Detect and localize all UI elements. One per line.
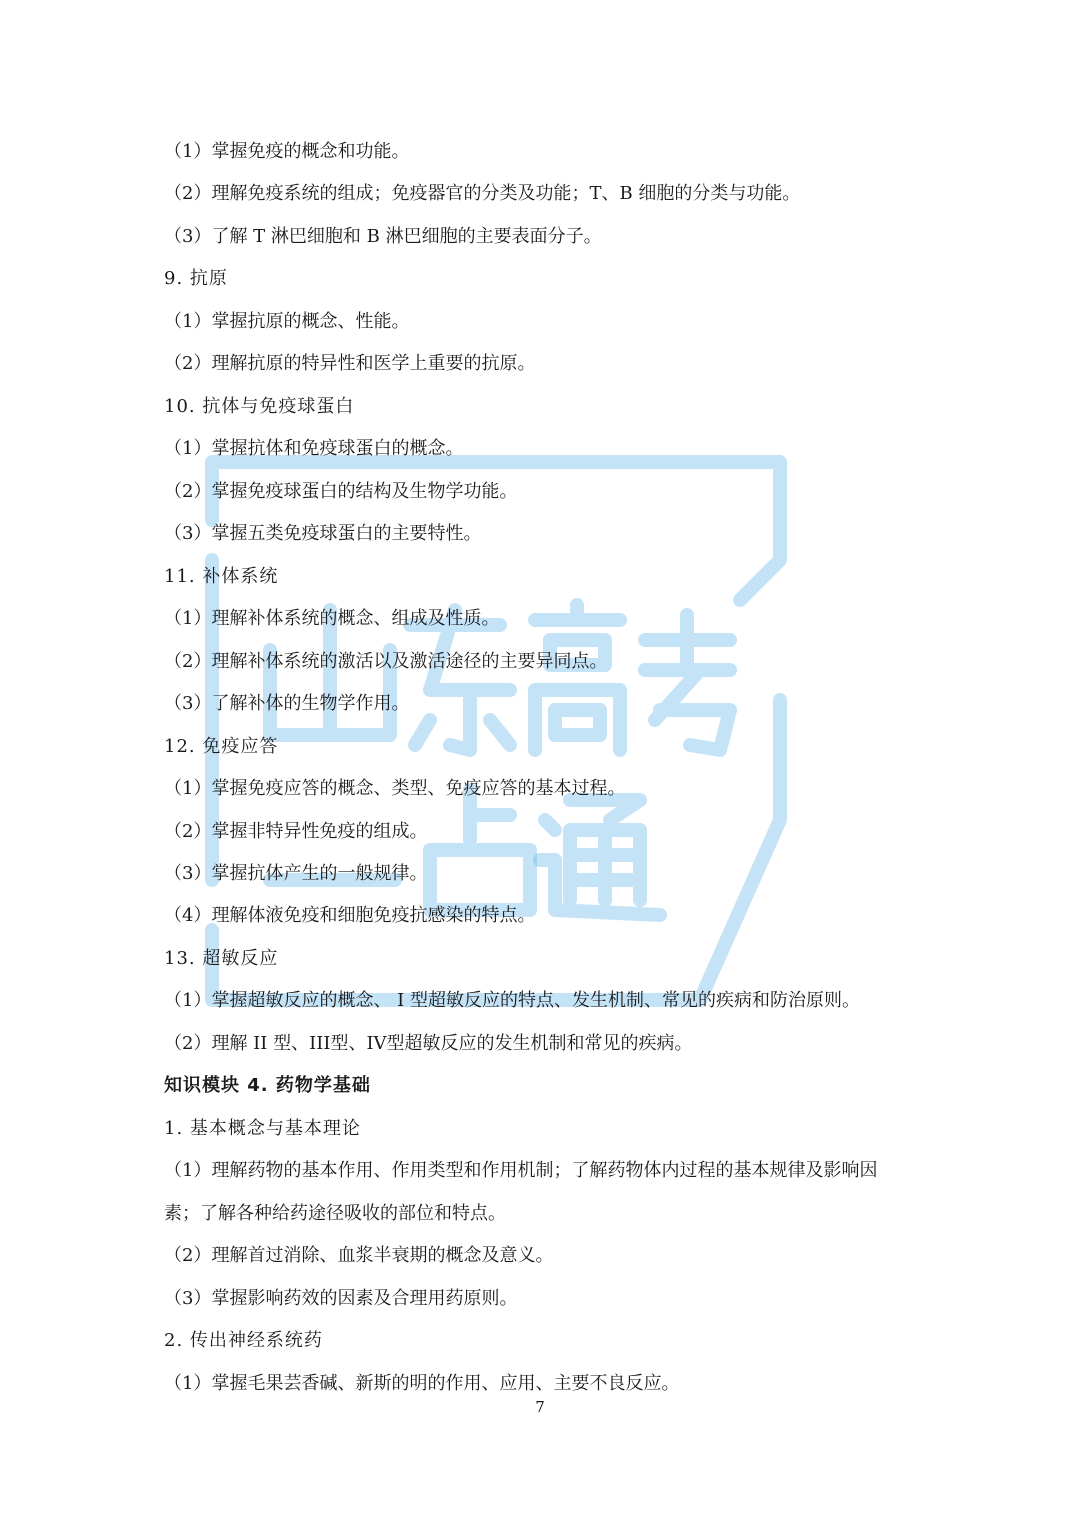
section-heading: 10. 抗体与免疫球蛋白 bbox=[164, 396, 355, 417]
objective-line: （1）掌握毛果芸香碱、新斯的明的作用、应用、主要不良反应。 bbox=[164, 1373, 680, 1394]
section-heading: 1. 基本概念与基本理论 bbox=[164, 1118, 361, 1139]
section-heading: 9. 抗原 bbox=[164, 268, 228, 289]
objective-line: （3）了解 T 淋巴细胞和 B 淋巴细胞的主要表面分子。 bbox=[164, 226, 602, 247]
objective-line: （2）理解补体系统的激活以及激活途径的主要异同点。 bbox=[164, 651, 608, 672]
objective-line: （2）理解抗原的特异性和医学上重要的抗原。 bbox=[164, 353, 536, 374]
objective-line-continuation: 素；了解各种给药途径吸收的部位和特点。 bbox=[164, 1203, 506, 1224]
objective-line: （3）掌握五类免疫球蛋白的主要特性。 bbox=[164, 523, 482, 544]
objective-line: （2）掌握免疫球蛋白的结构及生物学功能。 bbox=[164, 481, 518, 502]
objective-line: （3）掌握影响药效的因素及合理用药原则。 bbox=[164, 1288, 518, 1309]
objective-line: （3）掌握抗体产生的一般规律。 bbox=[164, 863, 428, 884]
objective-line: （3）了解补体的生物学作用。 bbox=[164, 693, 410, 714]
objective-line: （1）理解药物的基本作用、作用类型和作用机制；了解药物体内过程的基本规律及影响因 bbox=[164, 1160, 878, 1181]
objective-line: （2）理解首过消除、血浆半衰期的概念及意义。 bbox=[164, 1245, 554, 1266]
page-number: 7 bbox=[535, 1398, 545, 1416]
objective-line: （2）理解 II 型、III型、IV型超敏反应的发生机制和常见的疾病。 bbox=[164, 1033, 693, 1054]
module-title: 知识模块 4. 药物学基础 bbox=[164, 1075, 371, 1096]
objective-line: （1）掌握超敏反应的概念、 I 型超敏反应的特点、发生机制、常见的疾病和防治原则。 bbox=[164, 990, 861, 1011]
objective-line: （1）掌握免疫应答的概念、类型、免疫应答的基本过程。 bbox=[164, 778, 626, 799]
section-heading: 2. 传出神经系统药 bbox=[164, 1330, 323, 1351]
section-heading: 12. 免疫应答 bbox=[164, 736, 279, 757]
objective-line: （4）理解体液免疫和细胞免疫抗感染的特点。 bbox=[164, 905, 536, 926]
objective-line: （1）掌握抗原的概念、性能。 bbox=[164, 311, 410, 332]
objective-line: （1）掌握免疫的概念和功能。 bbox=[164, 141, 410, 162]
objective-line: （2）理解免疫系统的组成；免疫器官的分类及功能；T、B 细胞的分类与功能。 bbox=[164, 183, 801, 204]
section-heading: 13. 超敏反应 bbox=[164, 948, 279, 969]
objective-line: （1）理解补体系统的概念、组成及性质。 bbox=[164, 608, 500, 629]
section-heading: 11. 补体系统 bbox=[164, 566, 279, 587]
objective-line: （1）掌握抗体和免疫球蛋白的概念。 bbox=[164, 438, 464, 459]
objective-line: （2）掌握非特异性免疫的组成。 bbox=[164, 821, 428, 842]
